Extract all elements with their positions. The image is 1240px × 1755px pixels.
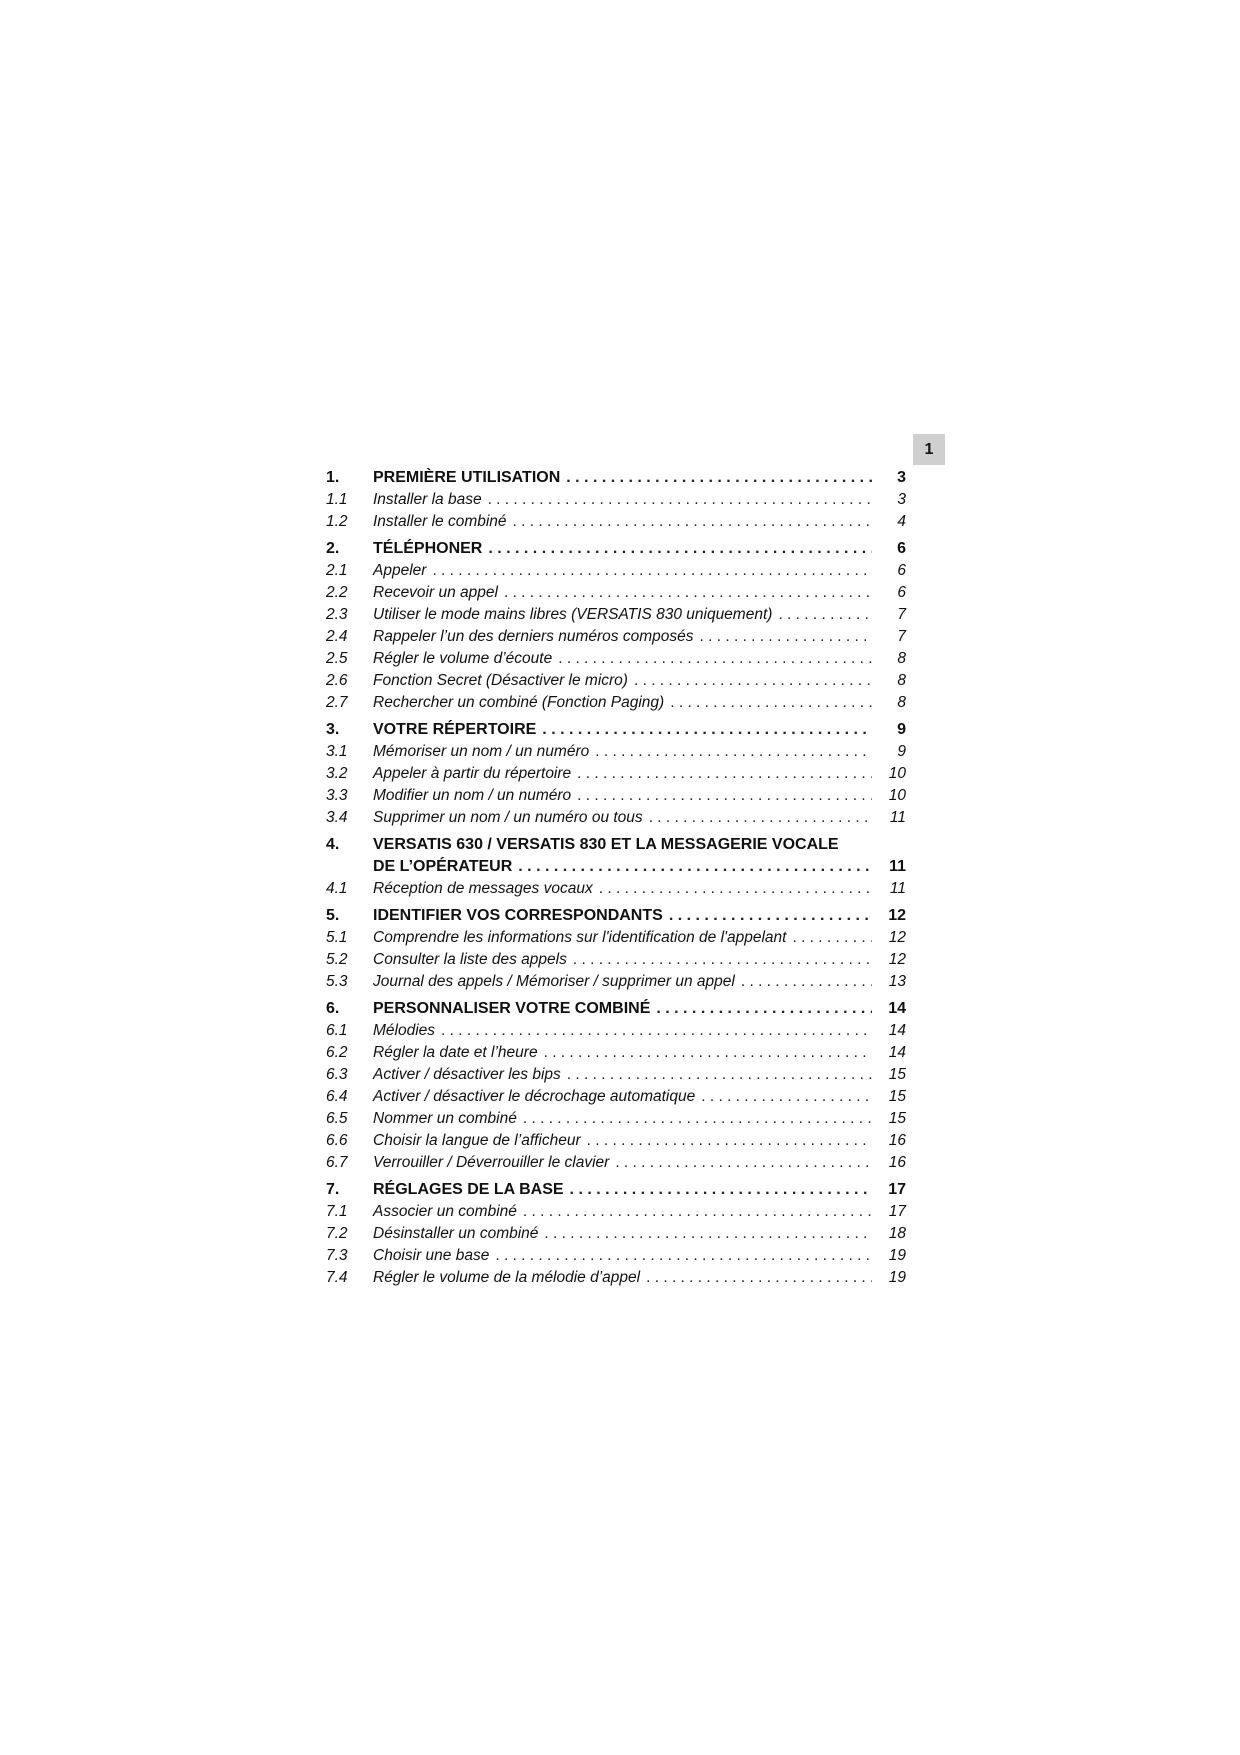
toc-section-row[interactable]: [326, 580, 906, 602]
toc-section-row[interactable]: [326, 1018, 906, 1040]
toc-section-row[interactable]: [326, 1265, 906, 1287]
toc-entry-title: Associer un combiné: [373, 1203, 517, 1220]
toc-entry-page: 10: [888, 787, 906, 804]
toc-entry-title: RÉGLAGES DE LA BASE: [373, 1181, 564, 1198]
toc-entry-number: 3.1: [326, 743, 348, 760]
toc-section-row[interactable]: [326, 925, 906, 947]
toc-entry-title: Recevoir un appel: [373, 584, 498, 601]
toc-dot-leader: [488, 540, 872, 558]
toc-entry-number: 2.7: [326, 694, 348, 711]
toc-dot-leader: [615, 1154, 872, 1172]
toc-section-row[interactable]: [326, 1106, 906, 1128]
toc-entry-page: 15: [888, 1088, 906, 1105]
toc-entry-title: Verrouiller / Déverrouiller le clavier: [373, 1154, 610, 1171]
toc-entry-number: 6.4: [326, 1088, 348, 1105]
toc-dot-leader: [570, 1181, 872, 1199]
toc-section-row[interactable]: [326, 558, 906, 580]
toc-entry-number: 6.7: [326, 1154, 348, 1171]
toc-chapter-row-continuation[interactable]: [326, 854, 906, 876]
toc-entry-page: 12: [888, 929, 906, 946]
toc-entry-title: Installer la base: [373, 491, 482, 508]
toc-entry-number: 6.1: [326, 1022, 348, 1039]
toc-dot-leader: [669, 907, 872, 925]
toc-entry-number: 1.1: [326, 491, 348, 508]
toc-section-row[interactable]: [326, 487, 906, 509]
toc-entry-title: IDENTIFIER VOS CORRESPONDANTS: [373, 907, 663, 924]
toc-section-row[interactable]: [326, 1062, 906, 1084]
toc-entry-title: Utiliser le mode mains libres (VERSATIS 830 uniquement): [373, 606, 773, 623]
toc-entry-page: 16: [888, 1132, 906, 1149]
toc-dot-leader: [558, 650, 872, 668]
toc-entry-page: 8: [897, 694, 906, 711]
toc-entry-title: TÉLÉPHONER: [373, 540, 483, 557]
toc-entry-number: 7.2: [326, 1225, 348, 1242]
toc-dot-leader: [670, 694, 872, 712]
toc-entry-title-continued: DE L’OPÉRATEUR: [373, 858, 513, 875]
toc-entry-number: 6.3: [326, 1066, 348, 1083]
toc-entry-page: 3: [897, 469, 906, 486]
toc-entry-title: Consulter la liste des appels: [373, 951, 567, 968]
toc-dot-leader: [518, 858, 872, 876]
toc-entry-page: 12: [888, 907, 906, 924]
toc-entry-title: Activer / désactiver le décrochage automatique: [373, 1088, 696, 1105]
toc-chapter-row[interactable]: [326, 1177, 906, 1199]
toc-entry-title: Régler la date et l’heure: [373, 1044, 538, 1061]
toc-entry-number: 2.3: [326, 606, 348, 623]
toc-entry-number: 4.: [326, 836, 340, 853]
toc-entry-title: Mémoriser un nom / un numéro: [373, 743, 590, 760]
toc-entry-number: 5.1: [326, 929, 348, 946]
toc-entry-page: 4: [897, 513, 906, 530]
toc-entry-title: PREMIÈRE UTILISATION: [373, 469, 561, 486]
toc-chapter-row[interactable]: [326, 832, 906, 854]
page-number-tab: 1: [913, 434, 945, 465]
toc-entry-page: 11: [889, 858, 906, 875]
toc-chapter-row[interactable]: [326, 536, 906, 558]
toc-dot-leader: [778, 606, 872, 624]
toc-entry-number: 1.2: [326, 513, 348, 530]
toc-entry-page: 14: [888, 1000, 906, 1017]
toc-section-row[interactable]: [326, 509, 906, 531]
toc-entry-number: 3.: [326, 721, 340, 738]
toc-dot-leader: [700, 628, 873, 646]
toc-entry-page: 9: [897, 743, 906, 760]
toc-entry-title: Régler le volume d’écoute: [373, 650, 553, 667]
toc-dot-leader: [523, 1110, 872, 1128]
toc-chapter-row[interactable]: [326, 903, 906, 925]
toc-entry-page: 14: [888, 1044, 906, 1061]
toc-entry-number: 2.2: [326, 584, 348, 601]
toc-entry-title: Mélodies: [373, 1022, 436, 1039]
toc-entry-title: Choisir une base: [373, 1247, 490, 1264]
toc-dot-leader: [649, 809, 872, 827]
toc-dot-leader: [646, 1269, 872, 1287]
toc-entry-page: 9: [897, 721, 906, 738]
toc-entry-title: Rechercher un combiné (Fonction Paging): [373, 694, 665, 711]
toc-entry-page: 13: [888, 973, 906, 990]
toc-entry-page: 19: [888, 1269, 906, 1286]
toc-entry-page: 7: [897, 628, 906, 645]
toc-entry-page: 15: [888, 1066, 906, 1083]
toc-entry-page: 11: [889, 880, 906, 897]
toc-section-row[interactable]: [326, 1243, 906, 1265]
toc-section-row[interactable]: [326, 1221, 906, 1243]
toc-entry-number: 3.4: [326, 809, 348, 826]
toc-entry-title: Installer le combiné: [373, 513, 507, 530]
toc-dot-leader: [441, 1022, 872, 1040]
toc-entry-title: Nommer un combiné: [373, 1110, 517, 1127]
toc-section-row[interactable]: [326, 690, 906, 712]
toc-section-row[interactable]: [326, 1128, 906, 1150]
toc-entry-page: 17: [888, 1181, 906, 1198]
toc-dot-leader: [634, 672, 872, 690]
toc-entry-title: Choisir la langue de l’afficheur: [373, 1132, 581, 1149]
toc-dot-leader: [504, 584, 872, 602]
toc-entry-page: 12: [888, 951, 906, 968]
toc-entry-title: Comprendre les informations sur l'identification de l'appelant: [373, 929, 787, 946]
toc-entry-number: 3.2: [326, 765, 348, 782]
toc-dot-leader: [432, 562, 872, 580]
toc-dot-leader: [495, 1247, 872, 1265]
toc-entry-number: 3.3: [326, 787, 348, 804]
toc-entry-number: 6.5: [326, 1110, 348, 1127]
toc-dot-leader: [792, 929, 872, 947]
toc-entry-number: 6.: [326, 1000, 340, 1017]
toc-section-row[interactable]: [326, 969, 906, 991]
toc-section-row[interactable]: [326, 624, 906, 646]
toc-entry-page: 6: [897, 584, 906, 601]
toc-entry-page: 14: [888, 1022, 906, 1039]
toc-section-row[interactable]: [326, 1199, 906, 1221]
toc-entry-number: 7.1: [326, 1203, 348, 1220]
toc-section-row[interactable]: [326, 947, 906, 969]
toc-entry-page: 10: [888, 765, 906, 782]
toc-dot-leader: [513, 513, 872, 531]
toc-entry-page: 16: [888, 1154, 906, 1171]
toc-section-row[interactable]: [326, 1150, 906, 1172]
toc-chapter-row[interactable]: [326, 717, 906, 739]
toc-dot-leader: [577, 765, 872, 783]
toc-chapter-row[interactable]: [326, 465, 906, 487]
toc-section-row[interactable]: [326, 1084, 906, 1106]
toc-dot-leader: [523, 1203, 872, 1221]
toc-dot-leader: [599, 880, 872, 898]
toc-dot-leader: [544, 1044, 872, 1062]
toc-entry-page: 3: [897, 491, 906, 508]
toc-entry-number: 4.1: [326, 880, 348, 897]
toc-entry-page: 8: [897, 672, 906, 689]
toc-dot-leader: [587, 1132, 872, 1150]
toc-dot-leader: [566, 469, 872, 487]
toc-entry-page: 15: [888, 1110, 906, 1127]
toc-entry-title: Supprimer un nom / un numéro ou tous: [373, 809, 643, 826]
toc-section-row[interactable]: [326, 602, 906, 624]
toc-entry-number: 2.: [326, 540, 340, 557]
toc-dot-leader: [656, 1000, 872, 1018]
toc-section-row[interactable]: [326, 739, 906, 761]
toc-dot-leader: [577, 787, 872, 805]
toc-entry-title: PERSONNALISER VOTRE COMBINÉ: [373, 1000, 651, 1017]
toc-dot-leader: [701, 1088, 872, 1106]
toc-section-row[interactable]: [326, 805, 906, 827]
toc-entry-page: 8: [897, 650, 906, 667]
toc-entry-title: Journal des appels / Mémoriser / supprimer un appel: [373, 973, 735, 990]
toc-section-row[interactable]: [326, 646, 906, 668]
toc-entry-page: 6: [897, 540, 906, 557]
toc-dot-leader: [741, 973, 872, 991]
toc-section-row[interactable]: [326, 1040, 906, 1062]
toc-dot-leader: [488, 491, 872, 509]
toc-section-row[interactable]: [326, 783, 906, 805]
toc-entry-number: 2.5: [326, 650, 348, 667]
toc-dot-leader: [567, 1066, 872, 1084]
toc-entry-title: VERSATIS 630 / VERSATIS 830 ET LA MESSAGERIE VOCALE: [373, 836, 839, 853]
toc-entry-title: Modifier un nom / un numéro: [373, 787, 572, 804]
toc-chapter-row[interactable]: [326, 996, 906, 1018]
toc-entry-number: 7.: [326, 1181, 340, 1198]
toc-entry-number: 2.1: [326, 562, 348, 579]
table-of-contents: [326, 465, 906, 1287]
toc-dot-leader: [573, 951, 872, 969]
toc-entry-page: 18: [888, 1225, 906, 1242]
toc-entry-number: 2.6: [326, 672, 348, 689]
toc-entry-title: Désinstaller un combiné: [373, 1225, 539, 1242]
toc-entry-title: Activer / désactiver les bips: [373, 1066, 561, 1083]
toc-entry-title: Appeler: [373, 562, 427, 579]
toc-entry-number: 5.2: [326, 951, 348, 968]
toc-section-row[interactable]: [326, 668, 906, 690]
toc-entry-number: 1.: [326, 469, 340, 486]
toc-section-row[interactable]: [326, 761, 906, 783]
toc-entry-page: 19: [888, 1247, 906, 1264]
toc-entry-number: 5.3: [326, 973, 348, 990]
toc-entry-page: 7: [897, 606, 906, 623]
toc-entry-title: Appeler à partir du répertoire: [373, 765, 572, 782]
toc-entry-page: 6: [897, 562, 906, 579]
toc-entry-number: 7.4: [326, 1269, 348, 1286]
toc-entry-number: 6.2: [326, 1044, 348, 1061]
toc-section-row[interactable]: [326, 876, 906, 898]
toc-entry-number: 5.: [326, 907, 340, 924]
toc-entry-title: VOTRE RÉPERTOIRE: [373, 721, 537, 738]
toc-dot-leader: [542, 721, 872, 739]
toc-entry-number: 2.4: [326, 628, 348, 645]
toc-entry-page: 11: [889, 809, 906, 826]
toc-dot-leader: [544, 1225, 872, 1243]
toc-entry-title: Régler le volume de la mélodie d’appel: [373, 1269, 641, 1286]
toc-entry-number: 7.3: [326, 1247, 348, 1264]
toc-entry-number: 6.6: [326, 1132, 348, 1149]
toc-entry-title: Rappeler l’un des derniers numéros composés: [373, 628, 694, 645]
toc-dot-leader: [595, 743, 872, 761]
toc-entry-title: Fonction Secret (Désactiver le micro): [373, 672, 628, 689]
toc-entry-page: 17: [888, 1203, 906, 1220]
toc-entry-title: Réception de messages vocaux: [373, 880, 593, 897]
